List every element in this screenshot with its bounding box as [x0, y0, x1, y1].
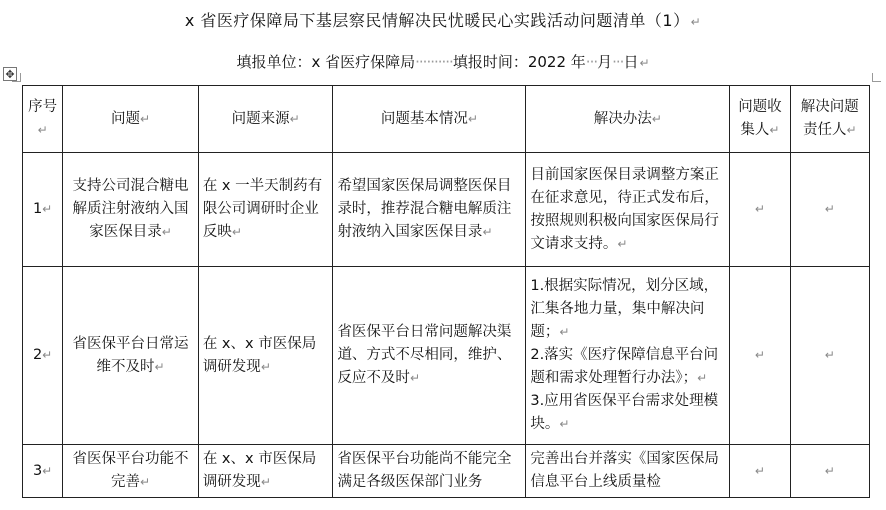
- cell-collector[interactable]: ↵: [730, 153, 790, 267]
- cell-seq: 2↵: [23, 267, 63, 445]
- solution-item: 2.落实《医疗保障信息平台问题和需求处理暂行办法》；↵: [530, 347, 719, 386]
- cell-responsible[interactable]: ↵: [790, 267, 869, 445]
- cell-source: 在 x 一半天制药有限公司调研时企业反映↵: [198, 153, 333, 267]
- cell-basic: 省医保平台日常问题解决渠道、方式不尽相同，维护、反应不及时↵: [333, 267, 526, 445]
- fill-time-year: 2022 年: [527, 53, 586, 71]
- problem-list-table: [22, 85, 870, 498]
- fill-info-line: 填报单位：x 省医疗保障局··········填报时间：2022 年···月···日↵: [236, 53, 650, 71]
- table-move-handle-icon[interactable]: ✥: [3, 67, 17, 81]
- fill-time-label: 填报时间：: [452, 53, 528, 71]
- margin-corner-mark: [872, 73, 881, 82]
- header-problem: 问题↵: [63, 86, 199, 153]
- fill-time-day: 日: [623, 53, 639, 71]
- cell-responsible[interactable]: ↵: [790, 445, 869, 498]
- solution-item: 1.根据实际情况，划分区域，汇集各地力量，集中解决问题；↵: [530, 278, 719, 340]
- cell-source: 在 x、x 市医保局调研发现↵: [198, 267, 333, 445]
- cell-basic: 省医保平台功能尚不能完全满足各级医保部门业务: [333, 445, 526, 498]
- header-solution: 解决办法↵: [526, 86, 730, 153]
- header-seq: 序号↵: [23, 86, 63, 153]
- solution-item: 3.应用省医保平台需求处理模块。↵: [530, 393, 719, 432]
- cell-problem: 支持公司混合糖电解质注射液纳入国家医保目录↵: [63, 153, 199, 267]
- cell-seq: 1↵: [23, 153, 63, 267]
- cell-solution: 目前国家医保目录调整方案正在征求意见，待正式发布后，按照规则积极向国家医保局行文请求支持。↵: [526, 153, 730, 267]
- header-basic: 问题基本情况↵: [333, 86, 526, 153]
- fill-unit-value: x 省医疗保障局: [311, 53, 416, 71]
- table-row: [23, 445, 870, 498]
- table-header-row: [23, 86, 870, 153]
- cell-collector[interactable]: ↵: [730, 445, 790, 498]
- cell-solution: 完善出台并落实《国家医保局信息平台上线质量检: [526, 445, 730, 498]
- cell-problem: 省医保平台日常运维不及时↵: [63, 267, 199, 445]
- fill-unit-label: 填报单位：: [236, 53, 312, 71]
- table-row: [23, 153, 870, 267]
- fill-time-month: 月: [597, 53, 613, 71]
- header-collector: 问题收集人↵: [730, 86, 790, 153]
- document-title: x 省医疗保障局下基层察民情解决民忧暖民心实践活动问题清单（1）↵: [184, 11, 702, 30]
- header-source: 问题来源↵: [198, 86, 333, 153]
- cell-source: 在 x、x 市医保局调研发现↵: [198, 445, 333, 498]
- cell-responsible[interactable]: ↵: [790, 153, 869, 267]
- cell-basic: 希望国家医保局调整医保目录时，推荐混合糖电解质注射液纳入国家医保目录↵: [333, 153, 526, 267]
- cell-collector[interactable]: ↵: [730, 267, 790, 445]
- cell-solution: [526, 267, 730, 445]
- header-responsible: 解决问题责任人↵: [790, 86, 869, 153]
- cell-seq: 3↵: [23, 445, 63, 498]
- margin-corner-mark: [12, 73, 21, 82]
- cell-problem: 省医保平台功能不完善↵: [63, 445, 199, 498]
- table-row: [23, 267, 870, 445]
